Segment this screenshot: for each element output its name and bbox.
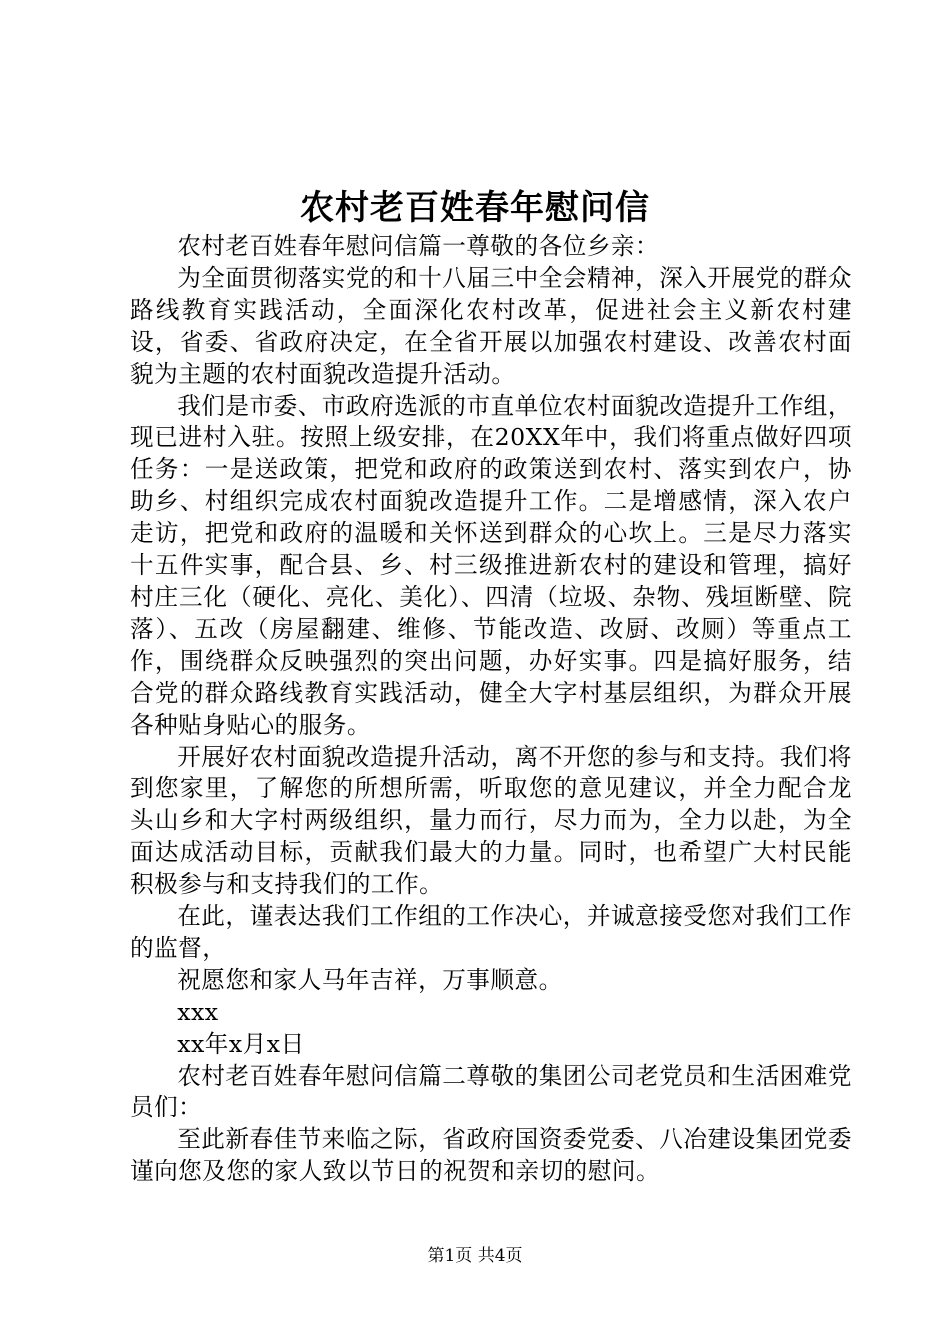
document-body <box>130 231 852 1188</box>
paragraph: 我们是市委、市政府选派的市直单位农村面貌改造提升工作组，现已进村入驻。按照上级安排，在20XX年中，我们将重点做好四项任务：一是送政策，把党和政府的政策送到农村、落实到农户，协助乡、村组织完成农村面貌改造提升工作。二是增感情，深入农户走访，把党和政府的温暖和关怀送到群众的心坎上。三是尽力落实十五件实事，配合县、乡、村三级推进新农村的建设和管理，搞好村庄三化（硬化、亮化、美化）、四清（垃圾、杂物、残垣断壁、院落）、五改（房屋翻建、维修、节能改造、改厨、改厕）等重点工作，围绕群众反映强烈的突出问题，办好实事。四是搞好服务，结合党的群众路线教育实践活动，健全大字村基层组织，为群众开展各种贴身贴心的服务。 <box>130 391 852 739</box>
paragraph: 至此新春佳节来临之际，省政府国资委党委、八冶建设集团党委谨向您及您的家人致以节日的祝贺和亲切的慰问。 <box>130 1125 852 1186</box>
paragraph-wishes: 祝愿您和家人马年吉祥，万事顺意。 <box>177 965 563 994</box>
date-line: xx年x月x日 <box>177 1029 305 1058</box>
paragraph: 为全面贯彻落实党的和十八届三中全会精神，深入开展党的群众路线教育实践活动，全面深化农村改革，促进社会主义新农村建设，省委、省政府决定，在全省开展以加强农村建设、改善农村面貌为主题的农村面貌改造提升活动。 <box>130 263 852 388</box>
paragraph: 在此，谨表达我们工作组的工作决心，并诚意接受您对我们工作的监督， <box>130 902 852 962</box>
document-title: 农村老百姓春年慰问信 <box>300 188 650 228</box>
paragraph: 开展好农村面貌改造提升活动，离不开您的参与和支持。我们将到您家里，了解您的所想所需，听取您的意见建议，并全力配合龙头山乡和大字村两级组织，量力而行，尽力而为，全力以赴，为全面达成活动目标，贡献我们最大的力量。同时，也希望广大村民能积极参与和支持我们的工作。 <box>130 742 852 899</box>
paragraph-greeting-2: 农村老百姓春年慰问信篇二尊敬的集团公司老党员和生活困难党员们： <box>130 1061 852 1122</box>
page-footer: 第1页 共4页 <box>427 1246 523 1266</box>
signature: xxx <box>177 997 219 1026</box>
paragraph-greeting-1: 农村老百姓春年慰问信篇一尊敬的各位乡亲： <box>177 232 660 260</box>
